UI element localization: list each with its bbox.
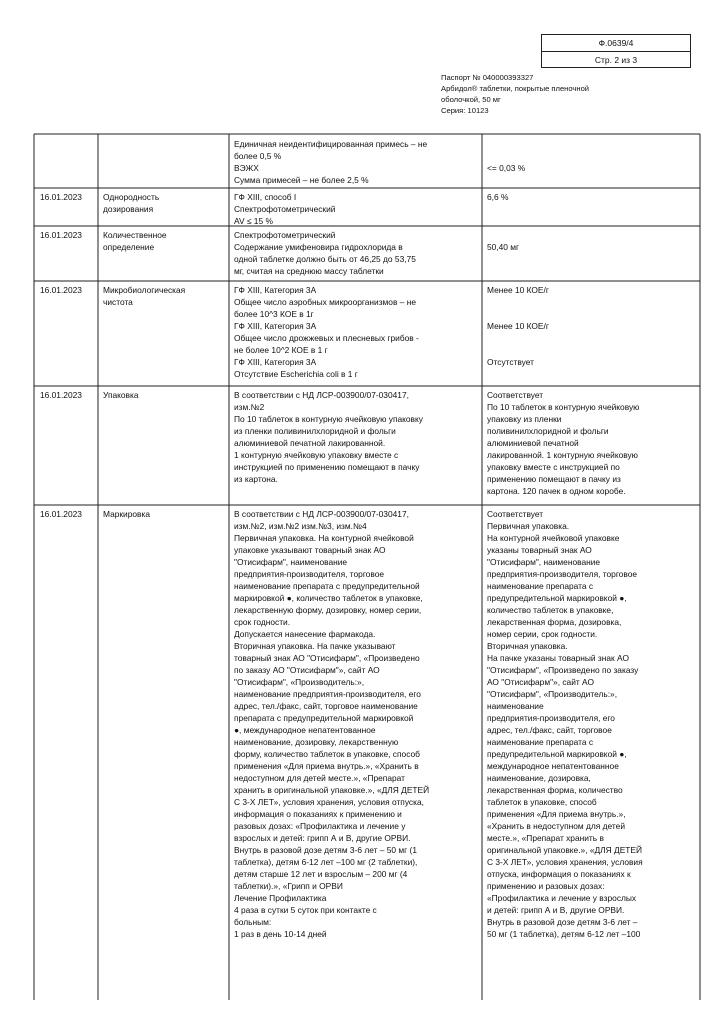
- text-line: Первичная упаковка.: [487, 521, 570, 531]
- text-line: Лечение Профилактика: [234, 893, 327, 903]
- text-line: С 3-Х ЛЕТ», условия хранения, условия отпуска,: [234, 797, 424, 807]
- text-line: [487, 229, 519, 241]
- result-cell: [487, 138, 525, 174]
- text-line: <= 0,03 %: [487, 163, 526, 173]
- text-line: Первичная упаковка. На контурной ячейковой: [234, 533, 414, 543]
- text-line: маркировкой ●, количество таблеток в упаковке,: [234, 593, 423, 603]
- text-line: инструкцией по применению помещают в пачку: [234, 462, 420, 472]
- text-line: Сумма примесей – не более 2,5 %: [234, 175, 369, 185]
- text-line: ВЭЖХ: [234, 163, 259, 173]
- text-line: одной таблетке должно быть от 46,25 до 53,75: [234, 254, 416, 264]
- text-line: картона. 120 пачек в одном коробе.: [487, 486, 626, 496]
- product-name: Арбидол® таблетки, покрытые пленочной: [441, 84, 590, 93]
- requirement-cell: [234, 284, 419, 380]
- text-line: Упаковка: [103, 390, 139, 400]
- test-name-cell: [103, 389, 139, 401]
- text-line: наименование: [487, 701, 544, 711]
- text-line: ГФ XIII, способ I: [234, 192, 297, 202]
- text-line: Количественное: [103, 230, 167, 240]
- text-line: Общее число аэробных микроорганизмов – не: [234, 297, 417, 307]
- text-line: Соответствует: [487, 509, 544, 519]
- text-line: лакированной. 1 контурную ячейковую: [487, 450, 638, 460]
- text-line: 16.01.2023: [40, 230, 82, 240]
- text-line: наименование предприятия-производителя, его: [234, 689, 421, 699]
- text-line: "Отисифарм", «Производитель:»,: [234, 677, 365, 687]
- text-line: Общее число дрожжевых и плесневых грибов -: [234, 333, 419, 343]
- text-line: 50,40 мг: [487, 242, 520, 252]
- text-line: упаковку из пленки: [487, 414, 562, 424]
- requirement-cell: [234, 389, 423, 485]
- text-line: наименование препарата с предупредительной: [234, 581, 420, 591]
- text-line: Внутрь в разовой дозе детям 3-6 лет –: [487, 917, 638, 927]
- text-line: "Отисифарм", «Произведено по заказу: [487, 665, 639, 675]
- batch-number: Серия: 10123: [441, 106, 489, 115]
- test-date-cell: [40, 191, 82, 203]
- text-line: 50 мг (1 таблетка), детям 6-12 лет –100: [487, 929, 641, 939]
- passport-header: [441, 72, 711, 116]
- text-line: недоступном для детей месте.», «Препарат: [234, 773, 405, 783]
- text-line: хранить в оригинальной упаковке.», «ДЛЯ ДЕТЕЙ: [234, 785, 430, 795]
- text-line: 4 раза в сутки 5 суток при контакте с: [234, 905, 377, 915]
- text-line: «Профилактика и лечение у взрослых: [487, 893, 637, 903]
- text-line: отпуска, информация о показаниях к: [487, 869, 631, 879]
- text-line: таблеток в упаковке, способ: [487, 797, 597, 807]
- test-date-cell: [40, 508, 82, 520]
- text-line: месте.», «Препарат хранить в: [487, 833, 604, 843]
- text-line: предприятия-производителя, торговое: [234, 569, 385, 579]
- text-line: На пачке указаны товарный знак АО: [487, 653, 629, 663]
- text-line: Менее 10 КОЕ/г: [487, 285, 549, 295]
- text-line: Соответствует: [487, 390, 544, 400]
- text-line: более 10^3 КОЕ в 1г: [234, 309, 314, 319]
- text-line: наименование, дозировка,: [487, 773, 591, 783]
- text-line: применению и разовых дозах:: [487, 881, 605, 891]
- form-code: Ф.0639/4: [542, 35, 690, 52]
- text-line: применению помещают в пачку из: [487, 474, 621, 484]
- text-line: определение: [103, 242, 155, 252]
- text-line: из пленки поливинилхлоридной и фольги: [234, 426, 396, 436]
- text-line: 16.01.2023: [40, 390, 82, 400]
- text-line: адрес, тел./факс, сайт, торговое наименование: [234, 701, 418, 711]
- text-line: мг, считая на среднюю массу таблетки: [234, 266, 384, 276]
- text-line: 16.01.2023: [40, 509, 82, 519]
- text-line: лекарственную форму, дозировку, номер серии,: [234, 605, 422, 615]
- text-line: Отсутствует: [487, 357, 534, 367]
- text-line: С 3-Х ЛЕТ», условия хранения, условия: [487, 857, 643, 867]
- test-name-cell: [103, 284, 185, 308]
- text-line: более 0,5 %: [234, 151, 282, 161]
- result-cell: [487, 508, 643, 940]
- text-line: информация о показаниях к применению и: [234, 809, 402, 819]
- text-line: наименование препарата с: [487, 737, 594, 747]
- text-line: препарата с предупредительной маркировкой: [234, 713, 414, 723]
- text-line: предприятия-производителя, торговое: [487, 569, 638, 579]
- text-line: [487, 296, 549, 308]
- test-name-cell: [103, 508, 150, 520]
- text-line: и детей: грипп А и В, другие ОРВИ.: [487, 905, 625, 915]
- text-line: лекарственная форма, количество: [487, 785, 623, 795]
- requirement-cell: [234, 229, 416, 277]
- page-number: Стр. 2 из 3: [594, 55, 638, 65]
- text-line: [487, 332, 549, 344]
- text-line: [487, 344, 549, 356]
- text-line: "Отисифарм", наименование: [234, 557, 348, 567]
- requirement-cell: [234, 191, 335, 227]
- text-line: Отсутствие Escherichia coli в 1 г: [234, 369, 358, 379]
- text-line: "Отисифарм", наименование: [487, 557, 601, 567]
- test-date-cell: [40, 229, 82, 241]
- text-line: номер серии, срок годности.: [487, 629, 598, 639]
- text-line: разовых дозах: «Профилактика и лечение у: [234, 821, 406, 831]
- test-name-cell: [103, 229, 167, 253]
- text-line: лекарственная форма, дозировка,: [487, 617, 622, 627]
- text-line: По 10 таблеток в контурную ячейковую: [487, 402, 640, 412]
- text-line: форму, количество таблеток в упаковке, способ: [234, 749, 420, 759]
- text-line: предприятия-производителя, его: [487, 713, 615, 723]
- text-line: [487, 308, 549, 320]
- text-line: Спектрофотометрический: [234, 204, 336, 214]
- text-line: [487, 138, 525, 150]
- product-form: оболочкой, 50 мг: [441, 95, 501, 104]
- text-line: ●, международное непатентованное: [234, 725, 376, 735]
- text-line: изм.№2, изм.№2 изм.№3, изм.№4: [234, 521, 367, 531]
- text-line: Микробиологическая: [103, 285, 186, 295]
- text-line: Менее 10 КОЕ/г: [487, 321, 549, 331]
- result-cell: [487, 191, 508, 203]
- text-line: взрослых и детей: грипп А и В, другие ОРВИ.: [234, 833, 411, 843]
- passport-number: Паспорт № 040000393327: [441, 73, 534, 82]
- text-line: ГФ XIII, Категория 3А: [234, 357, 317, 367]
- text-line: упаковке указывают товарный знак АО: [234, 545, 386, 555]
- text-line: ГФ XIII, Категория 3А: [234, 321, 317, 331]
- text-line: чистота: [103, 297, 133, 307]
- test-date-cell: [40, 284, 82, 296]
- text-line: 16.01.2023: [40, 192, 82, 202]
- text-line: "Отисифарм", «Производитель:»,: [487, 689, 618, 699]
- text-line: Спектрофотометрический: [234, 230, 336, 240]
- requirement-cell: [234, 138, 427, 186]
- text-line: международное непатентованное: [487, 761, 619, 771]
- result-cell: [487, 229, 519, 253]
- text-line: применения «Для приема внутрь.», «Хранить в: [234, 761, 419, 771]
- text-line: таблетка), детям 6-12 лет –100 мг (2 таблетки),: [234, 857, 418, 867]
- text-line: «Хранить в недоступном для детей: [487, 821, 625, 831]
- result-cell: [487, 389, 639, 497]
- text-line: не более 10^2 КОЕ в 1 г: [234, 345, 328, 355]
- text-line: наименование, дозировку, лекарственную: [234, 737, 399, 747]
- text-line: АО "Отисифарм"», сайт АО: [487, 677, 594, 687]
- text-line: На контурной ячейковой упаковке: [487, 533, 620, 543]
- text-line: таблетки).», «Грипп и ОРВИ: [234, 881, 343, 891]
- text-line: 1 контурную ячейковую упаковку вместе с: [234, 450, 399, 460]
- text-line: алюминиевой печатной: [487, 438, 579, 448]
- text-line: Вторичная упаковка. На пачке указывают: [234, 641, 396, 651]
- text-line: применения «Для приема внутрь.»,: [487, 809, 626, 819]
- text-line: Маркировка: [103, 509, 150, 519]
- text-line: из картона.: [234, 474, 278, 484]
- text-line: наименование препарата с: [487, 581, 594, 591]
- result-cell: [487, 284, 549, 368]
- text-line: 6,6 %: [487, 192, 509, 202]
- text-line: упаковку вместе с инструкцией по: [487, 462, 620, 472]
- text-line: 1 раз в день 10-14 дней: [234, 929, 327, 939]
- text-line: предупредительной маркировкой ●,: [487, 593, 627, 603]
- text-line: детям старше 12 лет и взрослым – 200 мг (4: [234, 869, 408, 879]
- text-line: предупредительной маркировкой ●,: [487, 749, 627, 759]
- text-line: изм.№2: [234, 402, 265, 412]
- text-line: количество таблеток в упаковке,: [487, 605, 614, 615]
- text-line: В соответствии с НД ЛСР-003900/07-030417,: [234, 390, 409, 400]
- text-line: В соответствии с НД ЛСР-003900/07-030417,: [234, 509, 409, 519]
- text-line: оригинальной упаковке.», «ДЛЯ ДЕТЕЙ: [487, 845, 643, 855]
- text-line: Допускается нанесение фармакода.: [234, 629, 376, 639]
- text-line: поливинилхлоридной и фольги: [487, 426, 609, 436]
- text-line: по заказу АО "Отисифарм"», сайт АО: [234, 665, 380, 675]
- text-line: алюминиевой печатной лакированной.: [234, 438, 386, 448]
- text-line: указаны товарный знак АО: [487, 545, 592, 555]
- text-line: Однородность: [103, 192, 160, 202]
- text-line: товарный знак АО "Отисифарм", «Произведено: [234, 653, 420, 663]
- requirement-cell: [234, 508, 429, 940]
- text-line: срок годности.: [234, 617, 291, 627]
- form-code-box: [541, 34, 691, 68]
- text-line: Вторичная упаковка.: [487, 641, 568, 651]
- test-date-cell: [40, 389, 82, 401]
- text-line: Содержание умифеновира гидрохлорида в: [234, 242, 403, 252]
- text-line: больным:: [234, 917, 272, 927]
- test-name-cell: [103, 191, 159, 215]
- text-line: Внутрь в разовой дозе детям 3-6 лет – 50 мг (1: [234, 845, 417, 855]
- text-line: ГФ XIII, Категория 3А: [234, 285, 317, 295]
- text-line: AV ≤ 15 %: [234, 216, 273, 226]
- text-line: Единичная неидентифицированная примесь – не: [234, 139, 428, 149]
- text-line: [487, 150, 525, 162]
- text-line: дозирования: [103, 204, 154, 214]
- text-line: адрес, тел./факс, сайт, торговое: [487, 725, 612, 735]
- text-line: По 10 таблеток в контурную ячейковую упаковку: [234, 414, 423, 424]
- text-line: 16.01.2023: [40, 285, 82, 295]
